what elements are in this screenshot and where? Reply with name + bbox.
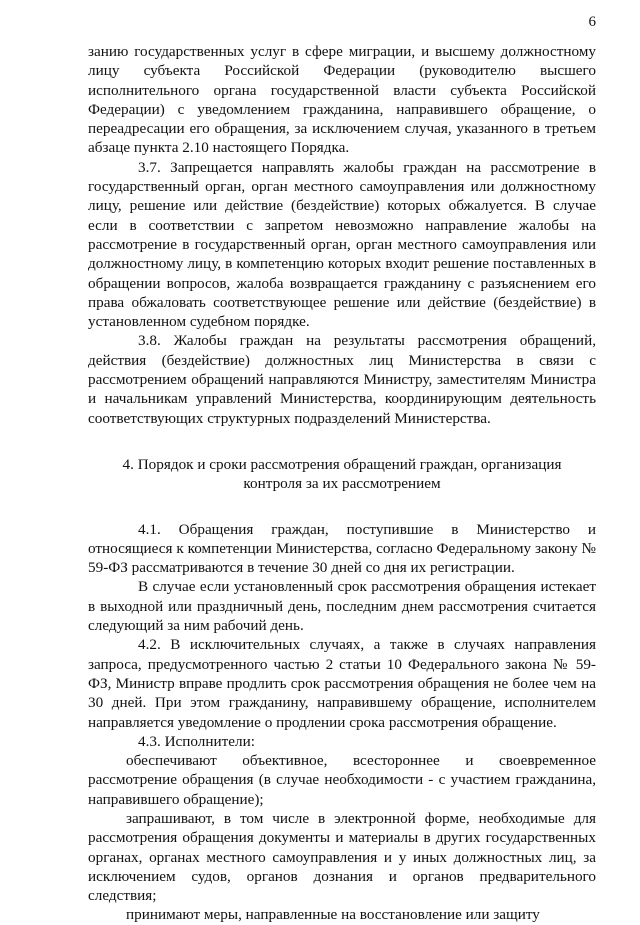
paragraph-4-3-item-3: принимают меры, направленные на восстановление или защиту — [126, 906, 540, 924]
paragraph-4-1: 4.1. Обращения граждан, поступившие в Министерство и относящиеся к компетенции Министерства, согласно Федеральному закону № 59-ФЗ рассматриваются в течение 30 дней со дня их регистрации. — [88, 520, 596, 577]
paragraph-3-8: 3.8. Жалобы граждан на результаты рассмотрения обращений, действия (бездействие) должностных лиц Министерства в связи с рассмотрением обращений направляются Министру, заместителям Министра и начальникам управлений Министерства, координирующим деятельность соответствующих структурных подразделений Министерства. — [88, 332, 596, 427]
section-4-title-line-2: контроля за их рассмотрением — [243, 475, 441, 493]
paragraph-continuation: занию государственных услуг в сфере миграции, и высшему должностному лицу субъекта Российской Федерации (руководителю высшего исполнительного органа государственной власти субъекта Российской Федерации) с уведомлением гражданина, направившего обращение, о переадресации его обращения, за исключением случая, указанного в третьем абзаце пункта 2.10 настоящего Порядка. — [88, 43, 596, 157]
paragraph-4-3: 4.3. Исполнители: — [138, 732, 255, 750]
page-number: 6 — [588, 14, 596, 30]
paragraph-4-1-deadline: В случае если установленный срок рассмотрения обращения истекает в выходной или праздничный день, последним днем рассмотрения считается следующий за ним рабочий день. — [88, 578, 596, 635]
section-4-title-line-1: 4. Порядок и сроки рассмотрения обращений граждан, организация — [122, 455, 562, 473]
paragraph-4-2: 4.2. В исключительных случаях, а также в случаях направления запроса, предусмотренного частью 2 статьи 10 Федерального закона № 59-ФЗ, Министр вправе продлить срок рассмотрения обращения не более чем на 30 дней. При этом гражданину, направившему обращение, исполнителем направляется уведомление о продлении срока рассмотрения обращение. — [88, 636, 596, 731]
document-body — [88, 42, 596, 925]
paragraph-4-3-item-2: запрашивают, в том числе в электронной форме, необходимые для рассмотрения обращения документы и материалы в других государственных органах, органах местного самоуправления и у иных должностных лиц, за исключением судов, органов дознания и органов предварительного следствия; — [88, 809, 596, 905]
paragraph-3-7: 3.7. Запрещается направлять жалобы граждан на рассмотрение в государственный орган, орган местного самоуправления или должностному лицу, решение или действие (бездействие) которых обжалуется. В случае если в соответствии с запретом невозможно направление жалобы на рассмотрение в государственный орган, орган местного самоуправления или должностному лицу, в компетенцию которых входит решение поставленных в обращении вопросов, жалоба возвращается гражданину с разъяснением его права обжаловать соответствующее решение или действие (бездействие) в установленном судебном порядке. — [88, 158, 596, 331]
section-4-title — [88, 455, 596, 494]
paragraph-4-3-item-1: обеспечивают объективное, всестороннее и своевременное рассмотрение обращения (в случае необходимости - с участием гражданина, направившего обращение); — [88, 752, 596, 808]
